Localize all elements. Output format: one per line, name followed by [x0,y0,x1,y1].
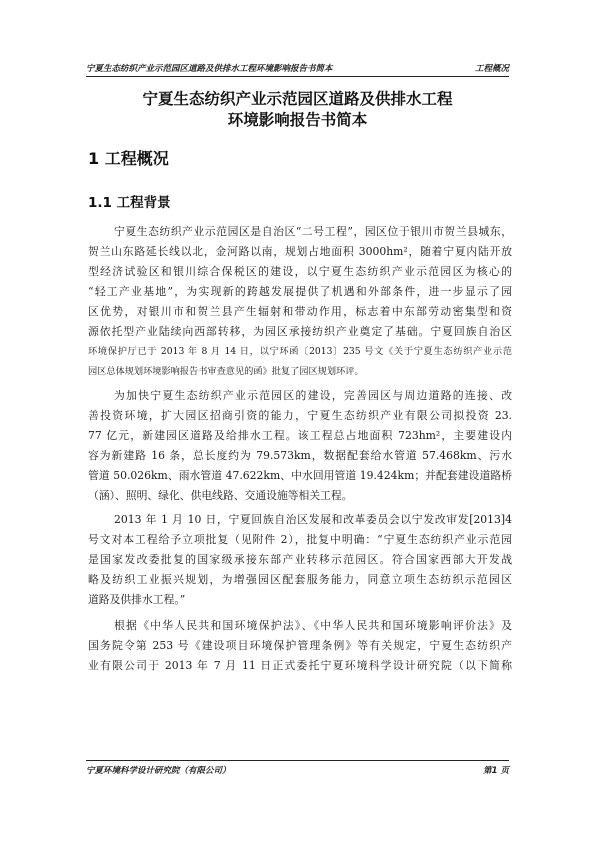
body-line: 国务院令第 253 号《建设项目环境保护管理条例》等有关规定，宁夏生态纺织产 [88,639,512,652]
body-line: “轻工产业基地”，为实现新的跨越发展提供了机遇和外部条件，进一步显示了园 [88,285,512,298]
section-heading: 1 工程概况 [88,149,169,168]
body-line: 源依托型产业陆续向西部转移，为园区承接纺织产业奠定了基础。宁夏回族自治区 [88,325,512,338]
running-header [86,60,509,74]
body-line: 宁夏生态纺织产业示范园区是自治区“二号工程”，园区位于银川市贺兰县城东， [114,225,512,238]
body-line: 业有限公司于 2013 年 7 月 11 日正式委托宁夏环境科学设计研究院（以下简称 [88,659,512,672]
body-line: 道路及供排水工程。” [88,593,186,606]
body-line: 根据《中华人民共和国环境保护法》、《中华人民共和国环境影响评价法》及 [114,619,512,632]
header-divider [86,76,509,77]
body-line: 贺兰山东路延长线以北，金河路以南，规划占地面积 3000hm²，随着宁夏内陆开放 [88,245,512,258]
header-chapter-title: 工程概况 [474,64,509,74]
body-line: 2013 年 1 月 10 日，宁夏回族自治区发展和改革委员会以宁发改审发[2013]4 [114,513,512,526]
document-title-line-2: 环境影响报告书简本 [227,111,368,129]
body-line: 善投资环境，扩大园区招商引资的能力，宁夏生态纺织产业有限公司拟投资 23. [88,409,512,422]
header-document-title: 宁夏生态纺织产业示范园区道路及供排水工程环境影响报告书简本 [86,64,333,74]
body-line: 环境保护厅已于 2013 年 8 月 14 日，以宁环函〔2013〕235 号文《关于宁夏生态纺织产业示范 [88,346,512,357]
footer-divider [86,760,509,761]
body-line: 容为新建路 16 条，总长度约为 79.573km，数据配套给水管道 57.468km、污水 [88,449,512,462]
body-line: 为加快宁夏生态纺织产业示范园区的建设，完善园区与周边道路的连接、改 [114,389,512,402]
body-line: 管道 50.026km、雨水管道 47.622km、中水回用管道 19.424km；并配套建设道路桥 [88,469,512,482]
body-line: 77 亿元，新建园区道路及给排水工程。该工程总占地面积 723hm²，主要建设内 [88,429,512,442]
running-footer [86,764,509,778]
subsection-heading: 1.1 工程背景 [88,195,171,211]
body-line: 是国家发改委批复的国家级承接东部产业转移示范园区。符合国家西部大开发战 [88,553,512,566]
body-line: （涵）、照明、绿化、供电线路、交通设施等相关工程。 [88,489,353,502]
document-title-line-1: 宁夏生态纺织产业示范园区道路及供排水工程 [142,90,453,108]
page-number: 第1 页 [483,766,509,776]
body-line: 区优势，对银川市和贺兰县产生辐射和带动作用，标志着中东部劳动密集型和资 [88,305,512,318]
footer-organization: 宁夏环境科学设计研究院（有限公司） [86,766,231,776]
body-line: 型经济试验区和银川综合保税区的建设，以宁夏生态纺织产业示范园区为核心的 [88,265,512,278]
body-line: 号文对本工程给予立项批复（见附件 2），批复中明确：“宁夏生态纺织产业示范园 [88,533,512,546]
body-line: 园区总体规划环境影响报告书审查意见的函》批复了园区规划环评。 [88,366,364,377]
body-line: 略及纺织工业振兴规划，为增强园区配套服务能力，同意立项生态纺织示范园区 [88,573,512,586]
